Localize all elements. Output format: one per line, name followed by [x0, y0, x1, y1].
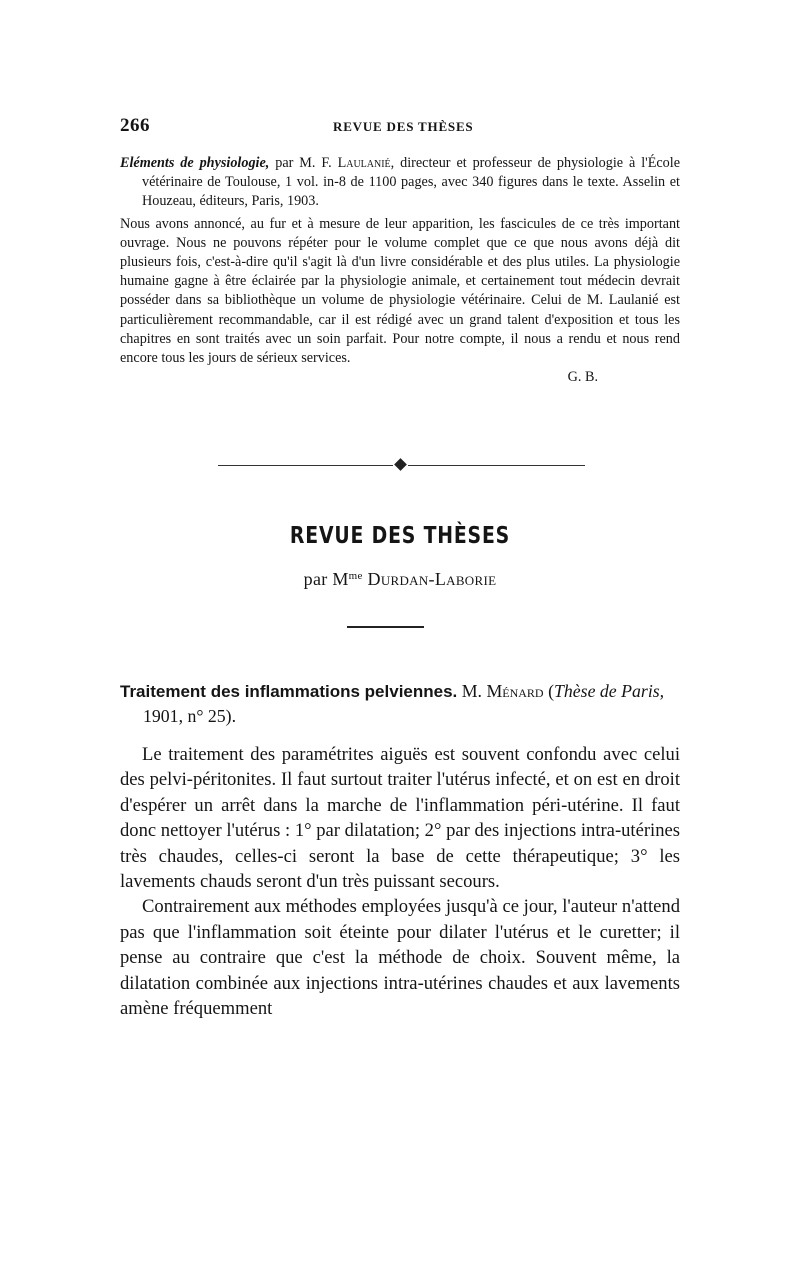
divider-line-left	[218, 465, 393, 466]
review-entry-details: directeur et professeur de physiologie à l'École vétérinaire de Toulouse, 1 vol. in-8 de 1100 pages, avec 340 figures dans le texte. Asselin et Houzeau, éditeurs, Paris, 1903.	[142, 155, 680, 210]
article-author-prefix: M.	[461, 681, 482, 701]
article-body	[120, 742, 680, 1021]
byline-prefix: par M	[303, 569, 349, 589]
thesis-article	[120, 679, 680, 1021]
article-paragraph: Contrairement aux méthodes employées jusqu'à ce jour, l'auteur n'attend pas que l'inflammation soit éteinte pour dilater l'utérus et le curetter; il pense au contraire que c'est la méthode de choix. Souvent même, la dilatation combinée aux injections intra-utérines chaudes et aux lavements amène fréquemment	[120, 896, 680, 1020]
byline-title-sup: me	[348, 570, 363, 582]
citation-open: (	[548, 681, 554, 701]
running-title: REVUE DES THÈSES	[333, 119, 474, 134]
byline-author: Durdan-Laborie	[367, 569, 497, 589]
article-citation-title: Thèse de Paris,	[553, 681, 665, 701]
divider-line-right	[408, 465, 585, 466]
review-book-title: Eléments de physiologie,	[120, 155, 270, 171]
running-head	[120, 115, 680, 139]
section-divider-ornament	[218, 459, 585, 473]
article-subject: Traitement des inflammations pelviennes.	[120, 682, 458, 701]
article-citation-details: 1901, n° 25).	[143, 706, 237, 726]
review-body: Nous avons annoncé, au fur et à mesure de leur apparition, les fascicules de ce très important ouvrage. Nous ne pouvons répéter pour le volume complet que ce que nous avons déjà dit plusieurs fois, c'est-à-dire qu'il s'agit là d'un livre considérable et des plus utiles. La physiologie humaine gagne à être éclairée par la physiologie animale, et certainement tout médecin devrait posséder dans sa bibliothèque un volume de physiologie vétérinaire. Celui de M. Laulanié est particulièrement recommandable, car il est rédigé avec un grand talent d'exposition et tous les chapitres en sont traités avec un soin parfait. Pour notre compte, il nous a rendu et nous rend encore tous les jours de sérieux services.	[120, 215, 680, 367]
book-review	[120, 154, 680, 387]
section-rule	[347, 626, 424, 628]
page-number: 266	[120, 115, 150, 136]
article-heading	[120, 679, 680, 728]
review-entry	[120, 154, 680, 212]
section-byline	[0, 569, 800, 590]
review-author: Laulanié,	[337, 155, 395, 171]
diamond-ornament-icon	[394, 458, 407, 471]
review-entry-by: par M. F.	[275, 155, 332, 171]
section-title: REVUE DES THÈSES	[289, 523, 511, 549]
review-signature: G. B.	[567, 369, 598, 386]
article-paragraph: Le traitement des paramétrites aiguës est souvent confondu avec celui des pelvi-péritonites. Il faut surtout traiter l'utérus infecté, et on est en droit d'espérer un arrêt dans la marche de l'inflammation péri-utérine. Il faut donc nettoyer l'utérus : 1° par dilatation; 2° par des injections intra-utérines très chaudes, celles-ci seront la base de cette thérapeutique; 3° les lavements chauds seront d'un très puissant secours.	[120, 744, 680, 893]
article-author: Ménard	[486, 681, 544, 701]
